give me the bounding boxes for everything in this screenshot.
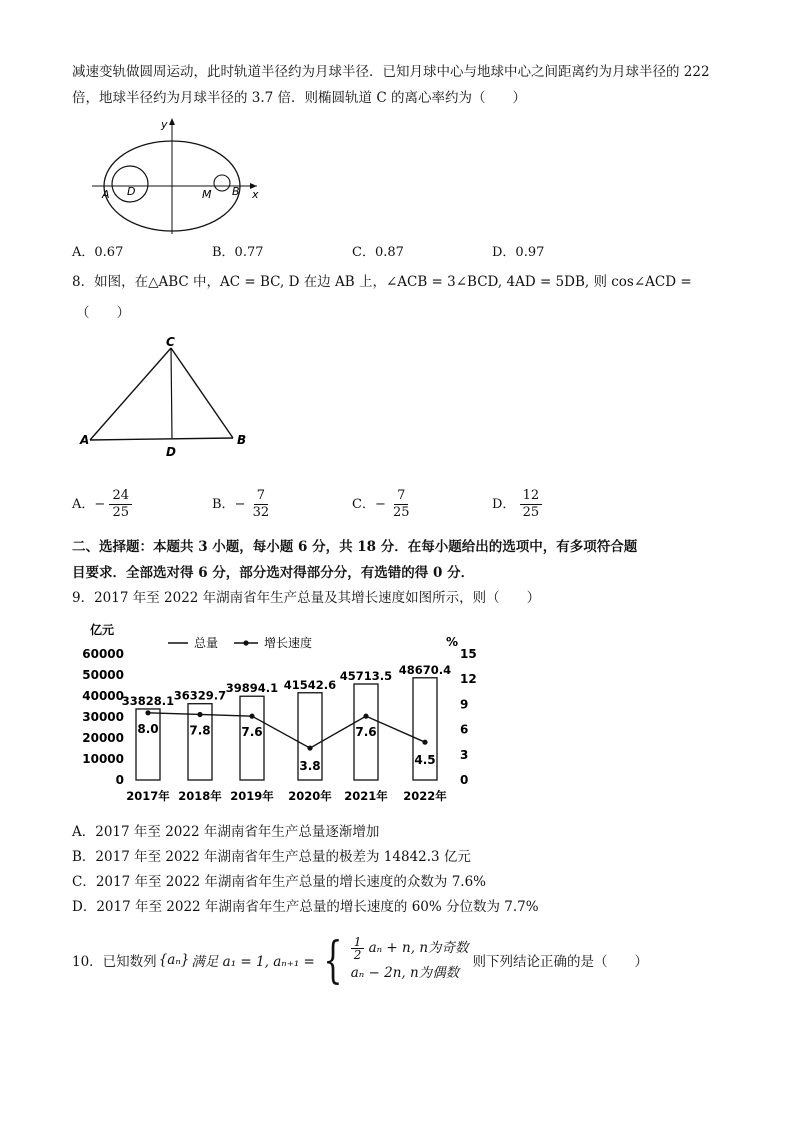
q8-option-d [492, 488, 542, 521]
y2-tick-label: 12 [460, 672, 477, 687]
q8-option-b [212, 488, 272, 521]
q7-stem-line2: 倍，地球半径约为月球半径的 3.7 倍．则椭圆轨道 C 的离心率约为（ ） [72, 90, 526, 106]
y-tick-label: 60000 [82, 647, 124, 661]
x-tick-label: 2021年 [344, 789, 388, 803]
q8-option-b-sign: − [234, 497, 246, 512]
q8-label-a: A [80, 433, 90, 447]
q10-brace: { [323, 931, 343, 989]
q9-option-c: C．2017 年至 2022 年湖南省年生产总量的增长速度的众数为 7.6% [72, 874, 487, 890]
q9-gdp-chart [76, 618, 486, 810]
q8-option-c [352, 488, 413, 521]
bar-value-label: 41542.6 [283, 677, 337, 692]
bar-value-label: 39894.1 [225, 681, 279, 696]
y2-tick-label: 0 [460, 773, 469, 787]
section2-heading-line1: 二、选择题：本题共 3 小题，每小题 6 分，共 18 分．在每小题给出的选项中，有多项符合题 [72, 539, 638, 555]
chart-legend [168, 635, 312, 650]
q10-stem [72, 928, 648, 992]
q7-stem-line1: 减速变轨做圆周运动，此时轨道半径约为月球半径．已知月球中心与地球中心之间距离约为月球半径的 222 [72, 64, 710, 80]
legend-growth-label: 增长速度 [264, 636, 313, 650]
q7-label-b: B [232, 185, 240, 198]
q8-label-b: B [237, 433, 247, 447]
y2-tick-label: 9 [460, 697, 469, 712]
q8-option-a [72, 488, 132, 521]
bar-value-label: 45713.5 [339, 669, 393, 684]
q7-label-d: D [127, 185, 136, 198]
q10-suffix: 则下列结论正确的是（ ） [472, 954, 649, 970]
q9-option-a: A．2017 年至 2022 年湖南省年生产总量逐渐增加 [72, 824, 380, 840]
bar-value-label: 48670.4 [398, 662, 452, 677]
growth-rate-label: 8.0 [137, 721, 159, 736]
q7-label-m: M [202, 188, 212, 201]
chart-bar [136, 709, 160, 780]
q8-triangle-figure [78, 334, 258, 460]
q8-option-c-sign: − [374, 497, 386, 512]
q7-label-x: x [252, 188, 259, 201]
growth-rate-point [197, 712, 202, 717]
q7-option-a: A．0.67 [72, 245, 124, 260]
q8-label-c: C [166, 335, 175, 349]
y2-tick-label: 15 [460, 647, 477, 661]
q9-option-b: B．2017 年至 2022 年湖南省年生产总量的极差为 14842.3 亿元 [72, 849, 471, 865]
q8-option-a-sign: − [94, 497, 106, 512]
q10-case1: $\frac{1}{2}$ aₙ + n, n为奇数 [351, 936, 469, 961]
q8-label-d: D [166, 445, 176, 459]
q7-option-d: D．0.97 [492, 245, 545, 260]
q8-paren: （ ） [76, 305, 130, 321]
q10-case2: aₙ − 2n, n为偶数 [350, 964, 460, 981]
q8-option-a-fraction: $\frac{24}{25}$ [109, 488, 132, 521]
q7-label-y: y [161, 118, 168, 131]
growth-rate-point [422, 740, 427, 745]
q10-prefix: 10．已知数列 [72, 954, 157, 970]
q10-cases [351, 936, 469, 985]
growth-rate-label: 3.8 [299, 759, 321, 774]
q7-label-a: A [102, 188, 110, 201]
x-tick-label: 2022年 [403, 789, 447, 803]
growth-rate-point [145, 710, 150, 715]
q10-sequence: {aₙ} [158, 952, 190, 968]
growth-rate-label: 4.5 [414, 753, 436, 768]
y-tick-label: 0 [115, 773, 124, 787]
x-tick-label: 2020年 [288, 789, 332, 803]
y2-tick-label: 6 [460, 722, 469, 737]
section2-heading-line2: 目要求．全部选对得 6 分，部分选对得部分分，有选错的得 0 分． [72, 565, 475, 581]
q8-option-c-fraction: $\frac{7}{25}$ [393, 488, 410, 520]
growth-rate-label: 7.8 [189, 723, 211, 738]
x-tick-label: 2019年 [230, 789, 274, 803]
y-tick-label: 30000 [82, 710, 124, 724]
growth-rate-point [307, 745, 312, 750]
y-tick-label: 40000 [82, 689, 124, 703]
q8-option-a-letter: A． [72, 497, 95, 512]
y-tick-label: 20000 [82, 731, 124, 745]
q8-option-d-fraction: $\frac{12}{25}$ [520, 488, 543, 521]
q9-stem: 9．2017 年至 2022 年湖南省年生产总量及其增长速度如图所示，则（ ） [72, 590, 541, 606]
growth-rate-point [363, 714, 368, 719]
y2-tick-label: 3 [460, 747, 469, 762]
q7-option-c: C．0.87 [352, 245, 404, 260]
q7-option-b: B．0.77 [212, 245, 264, 260]
q10-condition: 满足 a₁ = 1, aₙ₊₁ = [191, 954, 315, 970]
growth-rate-label: 7.6 [355, 725, 377, 740]
y-tick-label: 50000 [82, 668, 124, 682]
bar-value-label: 33828.1 [121, 693, 175, 708]
bar-value-label: 36329.7 [173, 688, 227, 703]
x-tick-label: 2017年 [126, 789, 170, 803]
q9-option-d: D．2017 年至 2022 年湖南省年生产总量的增长速度的 60% 分位数为 7.7% [72, 899, 539, 915]
chart-y2-unit-label: % [446, 635, 459, 649]
q8-option-d-letter: D． [492, 497, 516, 512]
legend-total-label: 总量 [194, 636, 219, 650]
x-tick-label: 2018年 [178, 789, 222, 803]
growth-rate-label: 7.6 [241, 725, 263, 740]
q7-ellipse-figure [92, 116, 272, 236]
q8-option-b-fraction: $\frac{7}{32}$ [252, 488, 270, 520]
growth-rate-point [249, 714, 254, 719]
q8-option-b-letter: B． [212, 497, 235, 512]
q10-case1-fraction: $\frac{1}{2}$ [351, 936, 365, 961]
q8-option-c-letter: C． [352, 497, 375, 512]
chart-y-unit-label: 亿元 [90, 623, 115, 637]
q8-stem: 8．如图，在△ABC 中，AC = BC, D 在边 AB 上，∠ACB = 3∠BCD, 4AD = 5DB, 则 cos∠ACD = [72, 274, 692, 290]
y-tick-label: 10000 [82, 752, 124, 766]
